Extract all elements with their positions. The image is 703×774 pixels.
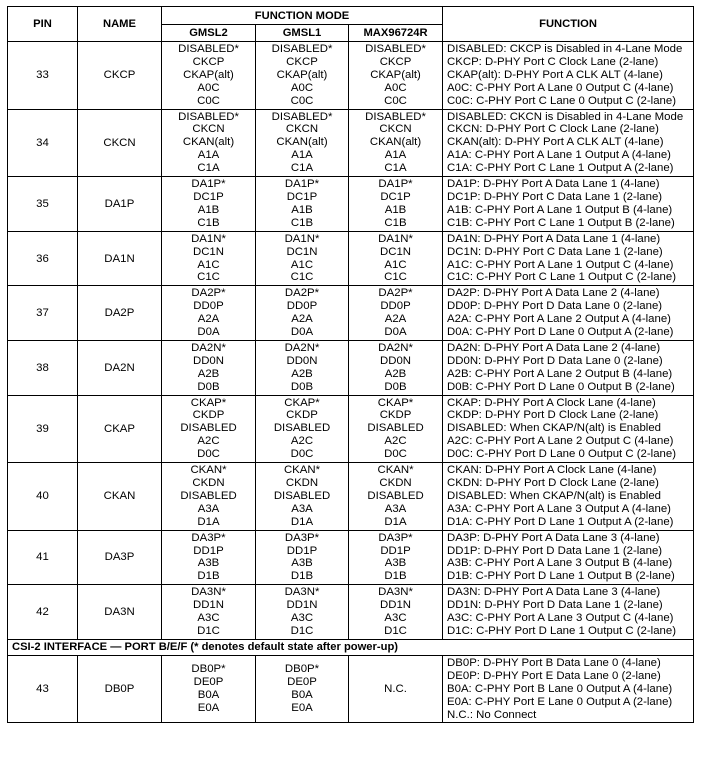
pin-number: 34 (8, 109, 78, 177)
pin-name: CKCN (78, 109, 162, 177)
gmsl1-mode-cell-line: A3A (291, 502, 313, 515)
gmsl1-mode-cell-line: E0A (291, 702, 313, 715)
gmsl1-mode-cell-line: DISABLED* (271, 43, 333, 55)
max96724r-mode-cell-line: A3A (384, 502, 407, 515)
gmsl2-mode-cell-line: DD0N (192, 354, 224, 367)
gmsl2-mode-cell-line: DA3P* (191, 531, 226, 544)
max96724r-mode-cell-line: A2C (384, 435, 407, 448)
max96724r-mode-cell-line: DISABLED* (365, 110, 426, 123)
max96724r-mode-cell-line: CKAN* (377, 464, 414, 477)
table-body-port-b-e-f (8, 655, 694, 723)
gmsl2-mode-cell-line: C1A (197, 162, 220, 175)
max96724r-mode-cell-line: C1C (384, 271, 407, 284)
gmsl1-mode-cell-line: A2A (291, 313, 313, 326)
function-cell (443, 585, 694, 640)
gmsl1-mode-cell-line: A1C (290, 258, 314, 271)
gmsl2-mode-cell-line: DA2P* (191, 287, 226, 300)
function-cell-line: E0A: C-PHY Port E Lane 0 Output A (2-lane) (447, 695, 673, 708)
max96724r-mode-cell-line: DA1P* (378, 178, 413, 191)
gmsl2-mode-cell-line: DC1P (193, 190, 224, 203)
pin-function-table (7, 6, 694, 723)
max96724r-mode-cell-line: DISABLED* (365, 43, 426, 55)
max96724r-mode-cell-line: A3B (384, 557, 407, 570)
table-row (8, 177, 694, 232)
gmsl2-mode-cell-line: D0C (197, 448, 220, 461)
gmsl2-mode-cell-line: D1C (197, 624, 220, 637)
function-cell (443, 530, 694, 585)
gmsl1-mode-cell-line: CKAP* (284, 396, 320, 409)
function-cell-line: C0C: C-PHY Port C Lane 0 Output C (2-lane) (447, 94, 676, 107)
function-cell-line: DISABLED: CKCN is Disabled in 4-Lane Mode (447, 110, 684, 123)
function-cell-line: C1B: C-PHY Port C Lane 1 Output B (2-lane) (447, 216, 675, 229)
max96724r-mode-cell (349, 42, 443, 110)
gmsl2-mode-cell-line: CKAN* (190, 464, 227, 477)
function-cell-line: A3B: C-PHY Port A Lane 3 Output B (4-lane) (447, 557, 673, 570)
header-function: FUNCTION (443, 7, 694, 42)
function-cell-line: DC1P: D-PHY Port C Data Lane 1 (2-lane) (447, 190, 663, 203)
gmsl1-mode-cell-line: CKAN* (283, 464, 321, 477)
function-cell (443, 463, 694, 531)
header-mode-gmsl2: GMSL2 (162, 25, 256, 42)
max96724r-mode-cell (349, 177, 443, 232)
function-cell-line: D0B: C-PHY Port D Lane 0 Output B (2-lane) (447, 380, 675, 393)
max96724r-mode-cell-line: A2B (384, 367, 407, 380)
function-cell-line: DE0P: D-PHY Port E Data Lane 0 (2-lane) (447, 669, 661, 682)
gmsl2-mode-cell-line: DISABLED* (178, 43, 239, 55)
gmsl2-mode-cell (162, 655, 256, 723)
table-row (8, 585, 694, 640)
gmsl1-mode-cell-line: DA2N* (284, 341, 320, 354)
function-cell-line: DA3P: D-PHY Port A Data Lane 3 (4-lane) (447, 531, 660, 544)
gmsl2-mode-cell-line: CKAP(alt) (183, 68, 234, 81)
gmsl2-mode-cell-line: CKAN(alt) (182, 136, 235, 149)
pin-number: 33 (8, 42, 78, 110)
table-row (8, 231, 694, 286)
gmsl1-mode-cell-line: DD1P (286, 544, 318, 557)
gmsl1-mode-cell-line: A2C (290, 435, 314, 448)
gmsl1-mode-cell (256, 231, 349, 286)
function-cell-line: D0A: C-PHY Port D Lane 0 Output A (2-lane) (447, 326, 674, 339)
function-cell-line: DA2P: D-PHY Port A Data Lane 2 (4-lane) (447, 287, 660, 300)
function-cell-line: DD1P: D-PHY Port D Data Lane 1 (2-lane) (447, 544, 663, 557)
gmsl1-mode-cell-line: C1C (290, 271, 314, 284)
section-heading: CSI-2 INTERFACE — PORT B/E/F (* denotes default state after power-up) (8, 639, 694, 655)
gmsl2-mode-cell-line: A3A (197, 502, 220, 515)
gmsl1-mode-cell-line: DA2P* (284, 287, 320, 300)
table-row (8, 395, 694, 463)
gmsl2-mode-cell (162, 463, 256, 531)
max96724r-mode-cell-line: A2A (384, 313, 407, 326)
max96724r-mode-cell-line: CKAP* (377, 396, 414, 409)
pin-name: CKAP (78, 395, 162, 463)
function-cell-line: C1A: C-PHY Port C Lane 1 Output A (2-lane) (447, 162, 674, 175)
gmsl2-mode-cell-line: CKCN (192, 123, 225, 136)
max96724r-mode-cell-line: C0C (384, 94, 407, 107)
gmsl2-mode-cell-line: DE0P (193, 676, 224, 689)
max96724r-mode-cell-line: DA3N* (378, 586, 413, 599)
function-cell-line: D0C: C-PHY Port D Lane 0 Output C (2-lane) (447, 448, 676, 461)
max96724r-mode-cell (349, 395, 443, 463)
gmsl2-mode-cell-line: C1B (197, 216, 220, 229)
gmsl2-mode-cell (162, 395, 256, 463)
pin-name: DA1N (78, 231, 162, 286)
pin-number: 35 (8, 177, 78, 232)
pin-number: 39 (8, 395, 78, 463)
max96724r-mode-cell-line: D1B (384, 570, 407, 583)
function-cell-line: A1C: C-PHY Port A Lane 1 Output C (4-lane) (447, 258, 674, 271)
gmsl1-mode-cell-line: DA3P* (284, 531, 320, 544)
gmsl1-mode-cell (256, 42, 349, 110)
section-divider (8, 639, 694, 655)
function-cell-line: D1B: C-PHY Port D Lane 1 Output B (2-lane) (447, 570, 675, 583)
gmsl2-mode-cell (162, 231, 256, 286)
max96724r-mode-cell-line: DA3P* (378, 531, 413, 544)
function-cell-line: CKAP: D-PHY Port A Clock Lane (4-lane) (447, 396, 656, 409)
function-cell-line: A0C: C-PHY Port A Lane 0 Output C (4-lane) (447, 81, 674, 94)
max96724r-mode-cell (349, 286, 443, 341)
table-row (8, 109, 694, 177)
gmsl1-mode-cell-line: A1B (291, 203, 313, 216)
function-cell-line: DISABLED: When CKAP/N(alt) is Enabled (447, 489, 662, 502)
function-cell-line: DA2N: D-PHY Port A Data Lane 2 (4-lane) (447, 341, 661, 354)
gmsl1-mode-cell-line: CKCN (285, 123, 319, 136)
function-cell-line: C1C: C-PHY Port C Lane 1 Output C (2-lane) (447, 271, 676, 284)
function-cell-line: D1C: C-PHY Port D Lane 1 Output C (2-lane) (447, 624, 676, 637)
gmsl2-mode-cell (162, 286, 256, 341)
gmsl2-mode-cell-line: C0C (197, 94, 220, 107)
gmsl1-mode-cell-line: CKDN (285, 477, 319, 489)
function-cell-line: CKAN: D-PHY Port A Clock Lane (4-lane) (447, 464, 657, 477)
max96724r-mode-cell-line: A3C (384, 612, 407, 625)
gmsl2-mode-cell-line: A2C (197, 435, 220, 448)
max96724r-mode-cell-line: DD1N (380, 599, 412, 612)
max96724r-mode-cell-line: DD0P (380, 300, 411, 313)
function-cell (443, 286, 694, 341)
gmsl2-mode-cell-line: DA1N* (191, 232, 226, 245)
header-name: NAME (78, 7, 162, 42)
max96724r-mode-cell-line: A1B (384, 203, 407, 216)
max96724r-mode-cell (349, 463, 443, 531)
function-cell-line: CKCP: D-PHY Port C Clock Lane (2-lane) (447, 55, 659, 68)
gmsl1-mode-cell-line: D1A (290, 515, 314, 528)
gmsl1-mode-cell (256, 177, 349, 232)
gmsl2-mode-cell-line: A3C (197, 612, 220, 625)
gmsl1-mode-cell-line: B0A (291, 689, 313, 702)
pin-number: 37 (8, 286, 78, 341)
function-cell-line: DD1N: D-PHY Port D Data Lane 1 (2-lane) (447, 599, 663, 612)
pin-name: DA2P (78, 286, 162, 341)
max96724r-mode-cell-line: CKAN(alt) (369, 136, 422, 149)
function-cell (443, 42, 694, 110)
function-cell (443, 109, 694, 177)
gmsl1-mode-cell-line: DISABLED (273, 489, 331, 502)
gmsl1-mode-cell-line: DD0P (286, 300, 318, 313)
function-cell-line: DD0N: D-PHY Port D Data Lane 0 (2-lane) (447, 354, 663, 367)
function-cell-line: DISABLED: CKCP is Disabled in 4-Lane Mode (447, 43, 683, 55)
max96724r-mode-cell-line: D0B (384, 380, 407, 393)
gmsl2-mode-cell-line: D1A (197, 515, 220, 528)
function-cell-line: A1A: C-PHY Port A Lane 1 Output A (4-lane) (447, 149, 671, 162)
gmsl2-mode-cell-line: DISABLED (180, 422, 237, 435)
max96724r-mode-cell-line: CKCN (379, 123, 412, 136)
gmsl2-mode-cell-line: DD1P (193, 544, 224, 557)
function-cell-line: B0A: C-PHY Port B Lane 0 Output A (4-lane) (447, 682, 673, 695)
gmsl1-mode-cell-line: C1B (290, 216, 314, 229)
max96724r-mode-cell-line: DC1N (380, 245, 412, 258)
gmsl2-mode-cell (162, 585, 256, 640)
gmsl1-mode-cell-line: A3C (290, 612, 314, 625)
gmsl2-mode-cell-line: DC1N (192, 245, 224, 258)
table-row (8, 286, 694, 341)
max96724r-mode-cell (349, 340, 443, 395)
gmsl2-mode-cell-line: D1B (197, 570, 220, 583)
function-cell (443, 395, 694, 463)
max96724r-mode-cell-line: D1C (384, 624, 407, 637)
max96724r-mode-cell-line: DA2N* (378, 341, 413, 354)
gmsl2-mode-cell-line: DISABLED* (178, 110, 239, 123)
gmsl1-mode-cell-line: DE0P (287, 676, 317, 689)
gmsl1-mode-cell-line: D0A (290, 326, 314, 339)
function-cell-line: CKDP: D-PHY Port D Clock Lane (2-lane) (447, 409, 659, 422)
pin-number: 43 (8, 655, 78, 723)
table-row (8, 463, 694, 531)
function-cell-line: CKCN: D-PHY Port C Clock Lane (2-lane) (447, 123, 659, 136)
max96724r-mode-cell-line: CKAP(alt) (370, 68, 421, 81)
header-mode-max96724r: MAX96724R (349, 25, 443, 42)
gmsl1-mode-cell (256, 395, 349, 463)
max96724r-mode-cell-line: N.C. (384, 682, 407, 695)
gmsl1-mode-cell-line: DISABLED (273, 422, 331, 435)
gmsl2-mode-cell-line: A2A (197, 313, 220, 326)
gmsl1-mode-cell-line: D0B (290, 380, 314, 393)
max96724r-mode-cell-line: C1B (384, 216, 407, 229)
table-row (8, 655, 694, 723)
gmsl1-mode-cell-line: DC1P (286, 190, 318, 203)
gmsl1-mode-cell (256, 655, 349, 723)
gmsl1-mode-cell-line: CKCP (286, 55, 318, 68)
gmsl2-mode-cell-line: A3B (197, 557, 220, 570)
function-cell-line: CKAP(alt): D-PHY Port A CLK ALT (4-lane) (447, 68, 663, 81)
gmsl1-mode-cell-line: CKAN(alt) (276, 136, 328, 149)
gmsl1-mode-cell-line: DD1N (286, 599, 318, 612)
function-cell-line: A2B: C-PHY Port A Lane 2 Output B (4-lane) (447, 367, 673, 380)
max96724r-mode-cell-line: CKDN (379, 477, 412, 489)
gmsl1-mode-cell (256, 286, 349, 341)
pin-function-table-container (7, 6, 693, 723)
function-cell-line: DD0P: D-PHY Port D Data Lane 0 (2-lane) (447, 300, 663, 313)
gmsl2-mode-cell-line: CKDN (192, 477, 225, 489)
max96724r-mode-cell-line: DD0N (380, 354, 412, 367)
gmsl2-mode-cell-line: CKDP (192, 409, 225, 422)
gmsl1-mode-cell-line: C1A (290, 162, 314, 175)
gmsl1-mode-cell-line: CKDP (286, 409, 318, 422)
gmsl2-mode-cell (162, 340, 256, 395)
pin-name: CKAN (78, 463, 162, 531)
pin-number: 41 (8, 530, 78, 585)
function-cell-line: A3A: C-PHY Port A Lane 3 Output A (4-lane) (447, 502, 671, 515)
function-cell-line: DB0P: D-PHY Port B Data Lane 0 (4-lane) (447, 656, 661, 669)
max96724r-mode-cell-line: DD1P (380, 544, 411, 557)
function-cell-line: DA1P: D-PHY Port A Data Lane 1 (4-lane) (447, 178, 660, 191)
gmsl2-mode-cell-line: A0C (197, 81, 220, 94)
gmsl1-mode-cell (256, 340, 349, 395)
gmsl2-mode-cell-line: DA3N* (191, 586, 226, 599)
max96724r-mode-cell-line: A1A (384, 149, 407, 162)
pin-name: CKCP (78, 42, 162, 110)
max96724r-mode-cell (349, 231, 443, 286)
pin-name: DA1P (78, 177, 162, 232)
gmsl1-mode-cell (256, 109, 349, 177)
gmsl2-mode-cell-line: A1A (197, 149, 220, 162)
gmsl2-mode-cell-line: D0B (197, 380, 220, 393)
gmsl2-mode-cell-line: DD0P (193, 300, 224, 313)
gmsl2-mode-cell-line: DB0P* (191, 663, 226, 676)
max96724r-mode-cell-line: DA1N* (378, 232, 413, 245)
gmsl2-mode-cell (162, 530, 256, 585)
gmsl2-mode-cell-line: A1B (197, 203, 220, 216)
gmsl1-mode-cell-line: DC1N (286, 245, 318, 258)
header-pin: PIN (8, 7, 78, 42)
pin-number: 40 (8, 463, 78, 531)
gmsl2-mode-cell-line: A2B (197, 367, 220, 380)
gmsl1-mode-cell (256, 530, 349, 585)
max96724r-mode-cell-line: A1C (384, 258, 407, 271)
pin-number: 42 (8, 585, 78, 640)
gmsl1-mode-cell-line: C0C (290, 94, 314, 107)
max96724r-mode-cell-line: A0C (384, 81, 407, 94)
max96724r-mode-cell-line: D0C (384, 448, 407, 461)
table-row (8, 530, 694, 585)
function-cell-line: A3C: C-PHY Port A Lane 3 Output C (4-lane) (447, 612, 674, 625)
function-cell-line: DA3N: D-PHY Port A Data Lane 3 (4-lane) (447, 586, 661, 599)
table-row (8, 42, 694, 110)
pin-number: 36 (8, 231, 78, 286)
gmsl1-mode-cell-line: CKAP(alt) (276, 68, 328, 81)
function-cell (443, 655, 694, 723)
max96724r-mode-cell-line: D0A (384, 326, 407, 339)
pin-name: DA2N (78, 340, 162, 395)
max96724r-mode-cell-line: D1A (384, 515, 407, 528)
gmsl2-mode-cell-line: B0A (197, 689, 220, 702)
max96724r-mode-cell (349, 655, 443, 723)
header-function-mode: FUNCTION MODE (162, 7, 443, 25)
function-cell-line: N.C.: No Connect (447, 708, 537, 721)
function-cell-line: D1A: C-PHY Port D Lane 1 Output A (2-lane) (447, 515, 674, 528)
function-cell (443, 177, 694, 232)
gmsl2-mode-cell-line: A1C (197, 258, 220, 271)
function-cell-line: DISABLED: When CKAP/N(alt) is Enabled (447, 422, 662, 435)
header-mode-gmsl1: GMSL1 (256, 25, 349, 42)
max96724r-mode-cell (349, 109, 443, 177)
table-body-port-a-c-d (8, 42, 694, 640)
gmsl2-mode-cell-line: DD1N (192, 599, 224, 612)
max96724r-mode-cell-line: DISABLED (367, 422, 424, 435)
gmsl1-mode-cell-line: D0C (290, 448, 314, 461)
function-cell-line: A2A: C-PHY Port A Lane 2 Output A (4-lane) (447, 313, 671, 326)
gmsl1-mode-cell-line: DB0P* (284, 663, 320, 676)
gmsl2-mode-cell (162, 42, 256, 110)
max96724r-mode-cell-line: DC1P (380, 190, 411, 203)
gmsl2-mode-cell-line: DA2N* (191, 341, 226, 354)
max96724r-mode-cell-line: DA2P* (378, 287, 413, 300)
gmsl2-mode-cell-line: E0A (197, 702, 220, 715)
function-cell-line: DC1N: D-PHY Port C Data Lane 1 (2-lane) (447, 245, 663, 258)
function-cell (443, 340, 694, 395)
gmsl1-mode-cell-line: DA1N* (284, 232, 320, 245)
gmsl1-mode-cell-line: A0C (290, 81, 314, 94)
gmsl1-mode-cell-line: A3B (291, 557, 313, 570)
function-cell-line: CKDN: D-PHY Port D Clock Lane (2-lane) (447, 477, 659, 489)
gmsl2-mode-cell (162, 109, 256, 177)
function-cell-line: A2C: C-PHY Port A Lane 2 Output C (4-lane) (447, 435, 674, 448)
gmsl2-mode-cell-line: DISABLED (180, 489, 237, 502)
gmsl1-mode-cell (256, 585, 349, 640)
max96724r-mode-cell-line: CKDP (379, 409, 412, 422)
max96724r-mode-cell (349, 585, 443, 640)
gmsl1-mode-cell-line: D1B (290, 570, 314, 583)
pin-name: DA3N (78, 585, 162, 640)
max96724r-mode-cell-line: CKCP (379, 55, 412, 68)
gmsl2-mode-cell-line: CKCP (192, 55, 225, 68)
function-cell-line: CKAN(alt): D-PHY Port A CLK ALT (4-lane) (447, 136, 664, 149)
gmsl1-mode-cell-line: DA3N* (284, 586, 320, 599)
gmsl1-mode-cell-line: DA1P* (284, 178, 320, 191)
max96724r-mode-cell (349, 530, 443, 585)
function-cell (443, 231, 694, 286)
pin-number: 38 (8, 340, 78, 395)
gmsl1-mode-cell (256, 463, 349, 531)
gmsl1-mode-cell-line: A2B (291, 367, 313, 380)
gmsl1-mode-cell-line: DD0N (286, 354, 318, 367)
table-row (8, 340, 694, 395)
gmsl1-mode-cell-line: D1C (290, 624, 314, 637)
gmsl1-mode-cell-line: A1A (291, 149, 313, 162)
function-cell-line: A1B: C-PHY Port A Lane 1 Output B (4-lane) (447, 203, 673, 216)
gmsl1-mode-cell-line: DISABLED* (271, 110, 333, 123)
gmsl2-mode-cell-line: CKAP* (190, 396, 227, 409)
function-cell-line: DA1N: D-PHY Port A Data Lane 1 (4-lane) (447, 232, 661, 245)
gmsl2-mode-cell (162, 177, 256, 232)
pin-name: DB0P (78, 655, 162, 723)
gmsl2-mode-cell-line: C1C (197, 271, 220, 284)
pin-name: DA3P (78, 530, 162, 585)
gmsl2-mode-cell-line: DA1P* (191, 178, 226, 191)
max96724r-mode-cell-line: DISABLED (367, 489, 424, 502)
max96724r-mode-cell-line: C1A (384, 162, 407, 175)
gmsl2-mode-cell-line: D0A (197, 326, 220, 339)
